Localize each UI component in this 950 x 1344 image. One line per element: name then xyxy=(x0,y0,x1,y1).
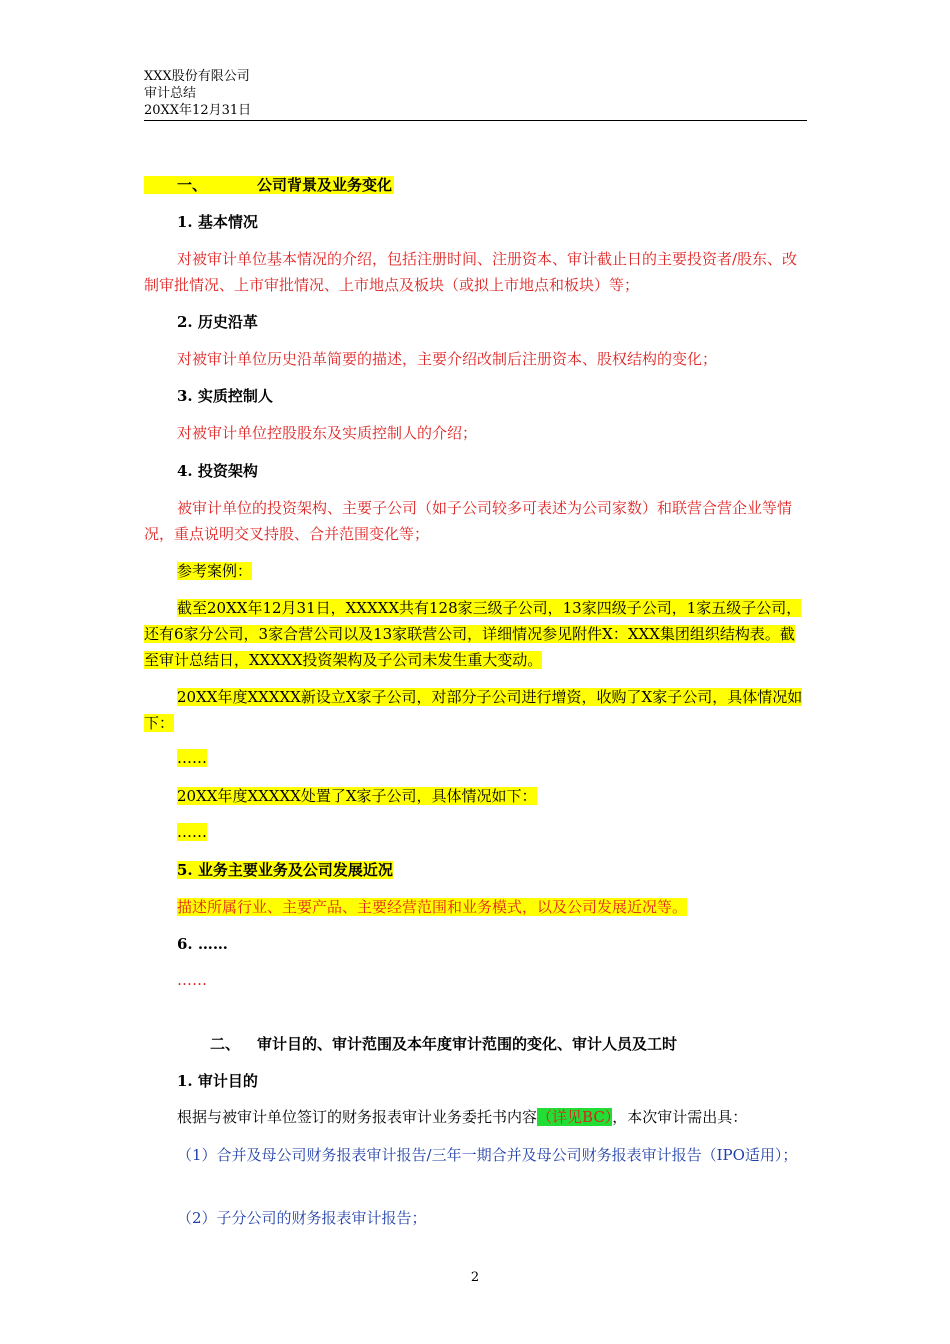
section1-s2-text: 对被审计单位历史沿革简要的描述，主要介绍改制后注册资本、股权结构的变化； xyxy=(177,350,718,368)
section1-s5-text: 描述所属行业、主要产品、主要经营范围和业务模式，以及公司发展近况等。 xyxy=(177,898,688,916)
section2-s1-text: 根据与被审计单位签订的财务报表审计业务委托书内容（详见BC），本次审计需出具： xyxy=(177,1108,748,1126)
section1-s4-text: 被审计单位的投资架构、主要子公司（如子公司较多可表述为公司家数）和联营合营企业等情况，重点说明交叉持股、合并范围变化等； xyxy=(144,499,793,543)
header-doc-title: 审计总结 xyxy=(144,86,197,101)
section1-s1-title: 1. 基本情况 xyxy=(177,213,258,231)
section1-number: 一、 xyxy=(177,176,208,194)
section2-s1-title: 1. 审计目的 xyxy=(177,1072,258,1090)
section1-s1-text: 对被审计单位基本情况的介绍，包括注册时间、注册资本、审计截止日的主要投资者/股东、改制审批情况、上市审批情况、上市地点及板块（或拟上市地点和板块）等； xyxy=(144,250,798,294)
section1-s6-text: …… xyxy=(177,971,207,989)
section2-item-1: （1）合并及母公司财务报表审计报告/三年一期合并及母公司财务报表审计报告（IPO适用）； xyxy=(177,1146,798,1164)
section2-heading xyxy=(144,1031,807,1057)
section1-title: 公司背景及业务变化 xyxy=(257,176,393,194)
section1-s5-title: 5. 业务主要业务及公司发展近况 xyxy=(177,861,393,879)
header-date: 20XX年12月31日 xyxy=(144,103,252,118)
reference-ellipsis-1: …… xyxy=(177,749,207,767)
section1-s3-title: 3. 实质控制人 xyxy=(177,387,273,405)
reference-case-1: 截至20XX年12月31日，XXXXX共有128家三级子公司，13家四级子公司，1家五级子公司，还有6家分公司，3家合营公司以及13家联营公司，详细情况参见附件X：XXX集团组织结构表。截至审计总结日，XXXXX投资架构及子公司未发生重大变动。 xyxy=(144,599,802,669)
section2-item-2: （2）子分公司的财务报表审计报告； xyxy=(177,1209,427,1227)
section2-title: 审计目的、审计范围及本年度审计范围的变化、审计人员及工时 xyxy=(257,1035,678,1053)
page-number: 2 xyxy=(470,1270,480,1285)
header-rule xyxy=(144,120,807,121)
section1-s4-title: 4. 投资架构 xyxy=(177,462,258,480)
reference-case-3: 20XX年度XXXXX处置了X家子公司，具体情况如下： xyxy=(177,787,537,805)
see-bc-highlight: （详见BC） xyxy=(537,1108,613,1126)
page-header xyxy=(144,68,807,119)
reference-case-2: 20XX年度XXXXX新设立X家子公司，对部分子公司进行增资，收购了X家子公司，具体情况如下： xyxy=(144,688,803,732)
reference-ellipsis-2: …… xyxy=(177,823,207,841)
header-company: XXX股份有限公司 xyxy=(144,69,250,84)
reference-case-label: 参考案例： xyxy=(177,562,253,580)
section1-s3-text: 对被审计单位控股股东及实质控制人的介绍； xyxy=(177,424,478,442)
section1-heading xyxy=(144,172,807,198)
section1-s6-title: 6. …… xyxy=(177,935,228,953)
section2-number: 二、 xyxy=(210,1035,241,1053)
section1-s2-title: 2. 历史沿革 xyxy=(177,313,258,331)
